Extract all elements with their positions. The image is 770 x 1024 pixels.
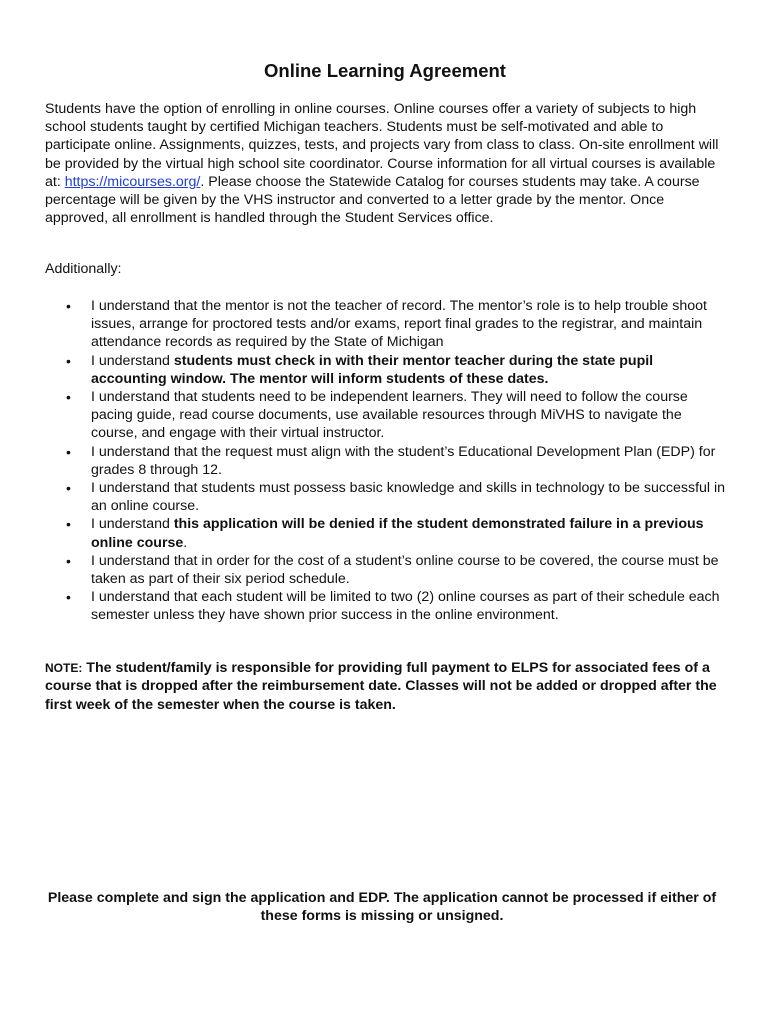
bullet-icon: • bbox=[66, 389, 71, 406]
page-title: Online Learning Agreement bbox=[264, 60, 506, 81]
micourses-link[interactable]: https://micourses.org/ bbox=[64, 173, 201, 190]
list-item: • I understand that students must possess basic knowledge and skills in technology to be successful in an online course. bbox=[66, 480, 726, 515]
list-item: • I understand that the request must align with the student’s Educational Development Plan (EDP) for grades 8 through 12. bbox=[66, 443, 716, 478]
closing-instructions: Please complete and sign the application and EDP. The application cannot be processed if either of these forms is missing or unsigned. bbox=[47, 890, 717, 925]
bullet-icon: • bbox=[66, 298, 71, 314]
list-item: • I understand students must check in with their mentor teacher during the state pupil accounting window. The mentor will inform students of these dates. bbox=[66, 352, 654, 387]
intro-paragraph bbox=[45, 100, 729, 227]
list-item: • I understand this application will be denied if the student demonstrated failure in a previous online course. bbox=[66, 516, 704, 551]
list-item: • I understand that students need to be independent learners. They will need to follow the course pacing guide, read course documents, use available resources through MiVHS to navigate the course, and engage with their virtual instructor. bbox=[66, 389, 688, 442]
bullet-icon: • bbox=[66, 352, 71, 369]
list-item: • I understand that in order for the cost of a student’s online course to be covered, the course must be taken as part of their six period schedule. bbox=[66, 552, 719, 588]
intro-text-part2: . Please choose the Statewide Catalog for courses students may take. A course percentage will be given by the VHS instructor and converted to a letter grade by the mentor. Once approved, all enrollment is handled through the Student Services office. bbox=[45, 173, 700, 227]
bullet-icon: • bbox=[66, 552, 71, 569]
list-item: • I understand that each student will be limited to two (2) online courses as part of their schedule each semester unless they have shown prior success in the online environment. bbox=[66, 589, 720, 624]
bullet-icon: • bbox=[66, 480, 71, 497]
bullet-icon: • bbox=[66, 516, 71, 533]
intro-text-part1: Students have the option of enrolling in online courses. Online courses offer a variety of subjects to high school students taught by certified Michigan teachers. Students must be self-motivated and able to participate online. Assignments, quizzes, tests, and projects vary from class to class. On-site enrollment will be provided by the virtual high school site coordinator. Course information for all virtual courses is available at: bbox=[45, 101, 719, 190]
agreement-list bbox=[45, 297, 729, 625]
note-label: NOTE: bbox=[45, 661, 83, 675]
note-text: The student/family is responsible for providing full payment to ELPS for associated fees of a course that is dropped after the reimbursement date. Classes will not be added or dropped after the first week of the semester when the course is taken. bbox=[45, 660, 717, 713]
bullet-icon: • bbox=[66, 589, 71, 606]
additionally-label: Additionally: bbox=[45, 261, 122, 277]
note-paragraph bbox=[45, 659, 729, 714]
list-item: • I understand that the mentor is not the teacher of record. The mentor’s role is to help trouble shoot issues, arrange for proctored tests and/or exams, report final grades to the registrar, and maintain attendance records as required by the State of Michigan bbox=[66, 298, 707, 351]
bullet-icon: • bbox=[66, 443, 71, 460]
